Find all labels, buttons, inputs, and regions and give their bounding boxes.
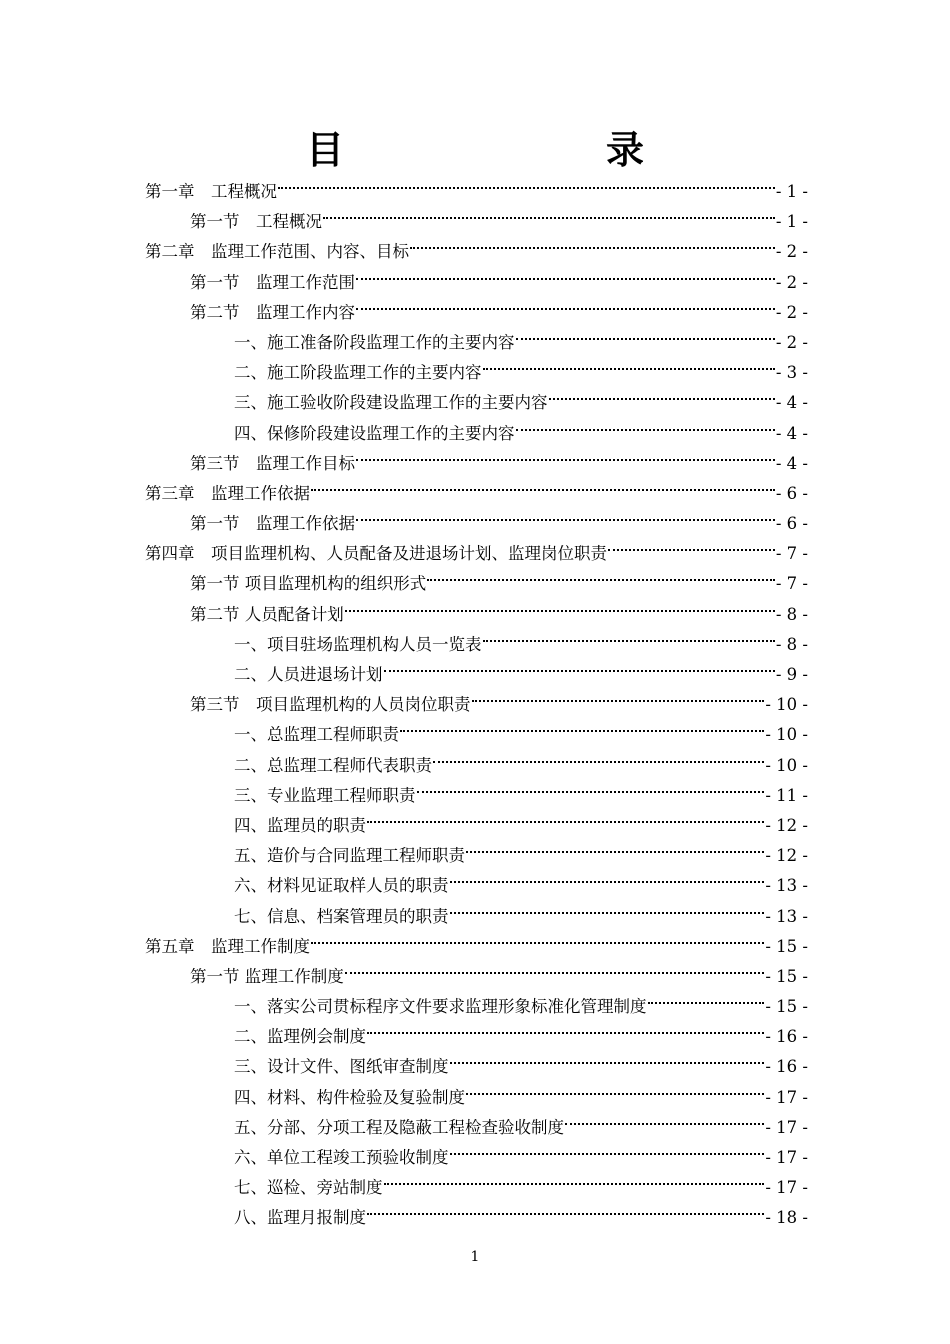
toc-entry-label: 一、施工准备阶段监理工作的主要内容 <box>234 332 515 352</box>
dot-leader <box>311 469 775 499</box>
toc-entry-page-number: - 10 - <box>765 755 808 775</box>
toc-entry-label: 第一节 监理工作制度 <box>190 966 344 986</box>
toc-entry-page-number: - 17 - <box>765 1087 808 1107</box>
dot-leader <box>356 288 775 318</box>
toc-entry-page-number: - 6 - <box>775 483 808 503</box>
dot-leader <box>516 318 775 348</box>
toc-entry-page-number: - 3 - <box>775 363 808 383</box>
toc-entry-label: 二、监理例会制度 <box>234 1027 366 1047</box>
toc-entry-page-number: - 10 - <box>765 725 808 745</box>
toc-entry-label: 七、信息、档案管理员的职责 <box>234 906 449 926</box>
dot-leader <box>384 1163 765 1193</box>
dot-leader <box>483 348 775 378</box>
dot-leader <box>356 439 775 469</box>
dot-leader <box>450 1042 765 1072</box>
toc-entry-page-number: - 8 - <box>775 634 808 654</box>
toc-entry-label: 第一节 监理工作依据 <box>190 514 355 534</box>
toc-entry-label: 第五章 监理工作制度 <box>145 936 310 956</box>
dot-leader <box>367 1012 764 1042</box>
dot-leader <box>356 499 775 529</box>
toc-entry-page-number: - 9 - <box>775 665 808 684</box>
toc-entry-page-number: - 2 - <box>775 272 808 292</box>
toc-entry-label: 第三章 监理工作依据 <box>145 483 310 503</box>
toc-entry-page-number: - 16 - <box>765 1027 808 1047</box>
toc-entry-page-number: - 13 - <box>765 906 808 926</box>
toc-entry-page-number: - 17 - <box>765 1148 808 1167</box>
toc-entry-page-number: - 8 - <box>775 604 808 624</box>
toc-entry-page-number: - 7 - <box>775 574 808 594</box>
page-title: 目 录 <box>305 127 706 172</box>
dot-leader <box>516 409 775 439</box>
dot-leader <box>483 620 775 650</box>
dot-leader <box>648 982 765 1012</box>
toc-entry-page-number: - 7 - <box>775 544 808 564</box>
dot-leader <box>450 1133 765 1163</box>
toc-entry-label: 第一节 工程概况 <box>190 212 322 232</box>
toc-entry-page-number: - 15 - <box>765 936 808 956</box>
toc-entry-page-number: - 12 - <box>765 846 808 866</box>
dot-leader <box>466 1073 764 1103</box>
toc-entry-label: 第四章 项目监理机构、人员配备及进退场计划、监理岗位职责 <box>145 544 607 564</box>
toc-entry-page-number: - 4 - <box>775 453 808 473</box>
toc-entry-page-number: - 1 - <box>775 212 808 232</box>
dot-leader <box>367 801 764 831</box>
dot-leader <box>356 258 775 288</box>
toc-entry-label: 三、施工验收阶段建设监理工作的主要内容 <box>234 393 548 413</box>
toc-entry-page-number: - 10 - <box>765 695 808 715</box>
dot-leader <box>410 227 775 257</box>
table-of-contents <box>145 167 808 1228</box>
toc-entry-label: 八、监理月报制度 <box>234 1208 366 1228</box>
dot-leader <box>311 922 764 952</box>
toc-entry-label: 第一节 项目监理机构的组织形式 <box>190 574 427 594</box>
dot-leader <box>450 892 765 922</box>
dot-leader <box>384 650 775 680</box>
toc-entry-label: 一、总监理工程师职责 <box>234 725 399 745</box>
toc-entry-label: 第二章 监理工作范围、内容、目标 <box>145 242 409 262</box>
dot-leader <box>565 1103 764 1133</box>
toc-entry-label: 一、落实公司贯标程序文件要求监理形象标准化管理制度 <box>234 997 647 1017</box>
dot-leader <box>278 167 775 197</box>
dot-leader <box>433 741 764 771</box>
toc-entry-label: 第一节 监理工作范围 <box>190 272 355 292</box>
page-number: 1 <box>470 1249 480 1265</box>
dot-leader <box>427 559 775 589</box>
toc-entry-page-number: - 15 - <box>765 966 808 986</box>
toc-entry-page-number: - 2 - <box>775 332 808 352</box>
toc-entry-label: 三、专业监理工程师职责 <box>234 785 416 805</box>
toc-entry-label: 第三节 监理工作目标 <box>190 453 355 473</box>
dot-leader <box>367 1193 764 1223</box>
toc-entry-label: 四、保修阶段建设监理工作的主要内容 <box>234 423 515 443</box>
dot-leader <box>417 771 765 801</box>
toc-entry-label: 二、总监理工程师代表职责 <box>234 755 432 775</box>
toc-entry-label: 三、设计文件、图纸审查制度 <box>234 1057 449 1077</box>
dot-leader <box>450 861 765 891</box>
toc-entry-page-number: - 12 - <box>765 815 808 835</box>
toc-entry-page-number: - 1 - <box>775 182 808 201</box>
dot-leader <box>466 831 764 861</box>
toc-entry-page-number: - 4 - <box>775 423 808 443</box>
toc-entry-page-number: - 16 - <box>765 1057 808 1077</box>
toc-entry-label: 四、监理员的职责 <box>234 815 366 835</box>
toc-entry-page-number: - 6 - <box>775 514 808 534</box>
toc-entry-label: 第二节 监理工作内容 <box>190 302 355 322</box>
toc-entry-label: 六、材料见证取样人员的职责 <box>234 876 449 896</box>
toc-entry-page-number: - 13 - <box>765 876 808 896</box>
dot-leader <box>345 952 765 982</box>
dot-leader <box>400 710 764 740</box>
toc-entry-page-number: - 2 - <box>775 302 808 322</box>
toc-entry-label: 第二节 人员配备计划 <box>190 604 344 624</box>
toc-entry-page-number: - 11 - <box>765 785 808 805</box>
toc-entry[interactable] <box>145 167 808 201</box>
dot-leader <box>345 590 775 620</box>
toc-entry-label: 六、单位工程竣工预验收制度 <box>234 1148 449 1167</box>
toc-entry-page-number: - 2 - <box>775 242 808 262</box>
toc-entry-label: 一、项目驻场监理机构人员一览表 <box>234 634 482 654</box>
dot-leader <box>472 680 765 710</box>
toc-entry-page-number: - 4 - <box>775 393 808 413</box>
toc-entry-label: 五、造价与合同监理工程师职责 <box>234 846 465 866</box>
toc-entry-page-number: - 17 - <box>765 1178 808 1198</box>
dot-leader <box>323 197 775 227</box>
toc-entry-page-number: - 18 - <box>765 1208 808 1228</box>
toc-entry-label: 二、施工阶段监理工作的主要内容 <box>234 363 482 383</box>
toc-entry-label: 四、材料、构件检验及复验制度 <box>234 1087 465 1107</box>
toc-entry-label: 七、巡检、旁站制度 <box>234 1178 383 1198</box>
dot-leader <box>549 378 775 408</box>
toc-entry-label: 五、分部、分项工程及隐蔽工程检查验收制度 <box>234 1117 564 1137</box>
toc-entry-page-number: - 17 - <box>765 1117 808 1137</box>
toc-entry-label: 二、人员进退场计划 <box>234 665 383 684</box>
dot-leader <box>608 529 775 559</box>
toc-entry-label: 第一章 工程概况 <box>145 182 277 201</box>
toc-entry-page-number: - 15 - <box>765 997 808 1017</box>
toc-entry-label: 第三节 项目监理机构的人员岗位职责 <box>190 695 471 715</box>
